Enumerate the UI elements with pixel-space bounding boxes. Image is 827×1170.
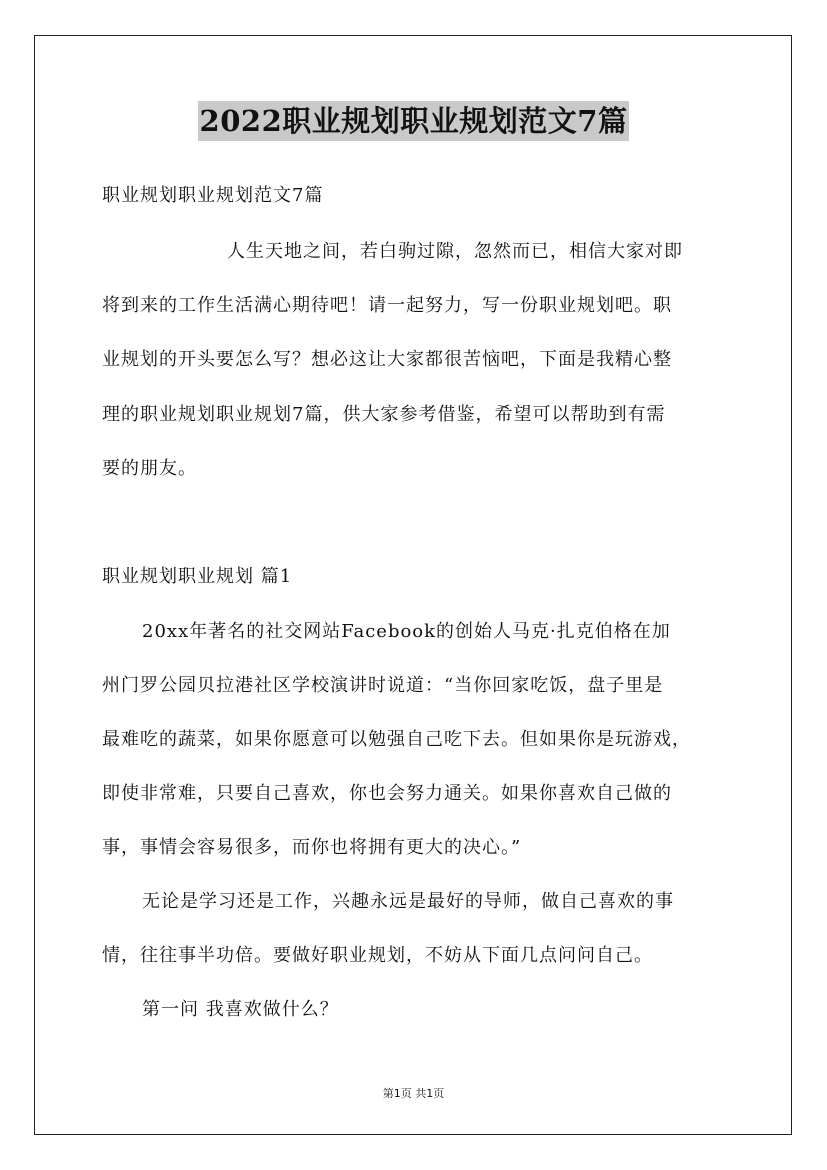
body-line-7: 情，往往事半功倍。要做好职业规划，不妨从下面几点问问自己。 [102, 945, 653, 966]
body-line-2: 州门罗公园贝拉港社区学校演讲时说道：“当你回家吃饭，盘子里是 [102, 675, 664, 696]
intro-line-3: 业规划的开头要怎么写？想必这让大家都很苦恼吧，下面是我精心整 [102, 349, 672, 370]
intro-line-1: 人生天地之间，若白驹过隙，忽然而已，相信大家对即 [227, 241, 683, 262]
document-title: 2022职业规划职业规划范文7篇 [198, 101, 630, 141]
subtitle-line: 职业规划职业规划范文7篇 [102, 185, 324, 206]
question-line: 第一问 我喜欢做什么？ [142, 999, 339, 1020]
body-line-5: 事，事情会容易很多，而你也将拥有更大的决心。” [102, 837, 522, 858]
body-line-3: 最难吃的蔬菜，如果你愿意可以勉强自己吃下去。但如果你是玩游戏， [102, 729, 691, 750]
title-container [0, 101, 827, 141]
body-line-6: 无论是学习还是工作，兴趣永远是最好的导师，做自己喜欢的事 [142, 891, 674, 912]
intro-line-4: 理的职业规划职业规划7篇，供大家参考借鉴，希望可以帮助到有需 [102, 404, 666, 425]
page-footer: 第1页 共1页 [382, 1087, 445, 1100]
intro-line-5: 要的朋友。 [102, 458, 197, 479]
body-line-1: 20xx年著名的社交网站Facebook的创始人马克·扎克伯格在加 [142, 621, 671, 642]
intro-line-2: 将到来的工作生活满心期待吧！请一起努力，写一份职业规划吧。职 [102, 295, 672, 316]
body-line-4: 即使非常难，只要自己喜欢，你也会努力通关。如果你喜欢自己做的 [102, 783, 672, 804]
section-heading: 职业规划职业规划 篇1 [102, 566, 293, 587]
